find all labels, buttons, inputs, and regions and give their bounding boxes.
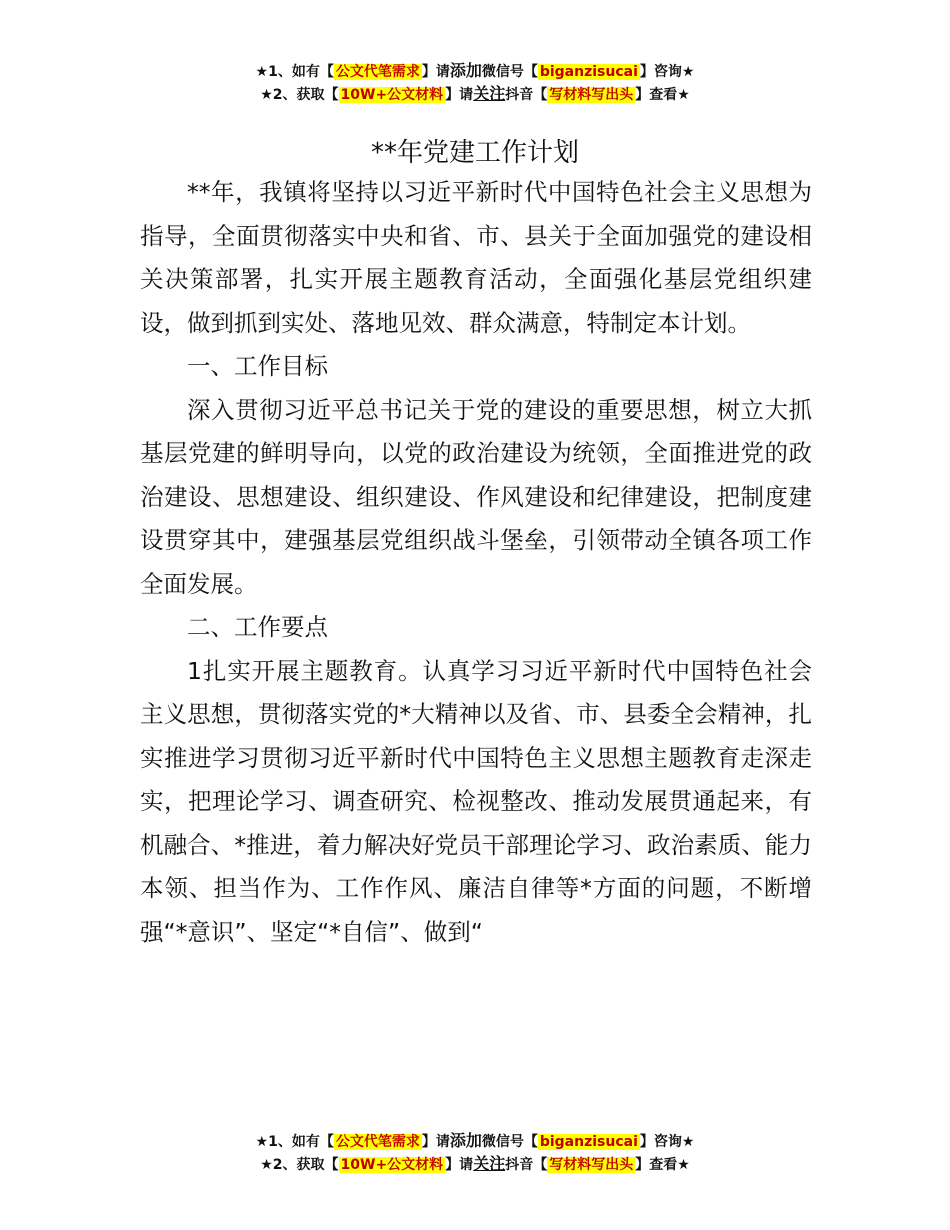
promo-text: 抖音【 xyxy=(505,87,548,103)
header-promo-banner xyxy=(0,60,950,106)
promo-line-2 xyxy=(0,1153,950,1176)
promo-text: ★1、如有【 xyxy=(255,1134,334,1150)
paragraph-goals: 深入贯彻习近平总书记关于党的建设的重要思想，树立大抓基层党建的鲜明导向，以党的政治建设为统领，全面推进党的政治建设、思想建设、组织建设、作风建设和纪律建设，把制度建设贯穿其中，建强基层党组织战斗堡垒，引领带动全镇各项工作全面发展。 xyxy=(140,395,812,598)
promo-line-1 xyxy=(0,60,950,83)
section-heading-goals: 一、工作目标 xyxy=(187,352,328,380)
promo-text: ★2、获取【 xyxy=(260,87,339,103)
promo-line-1 xyxy=(0,1130,950,1153)
promo-text: 】请 xyxy=(445,1157,474,1173)
paragraph-key-point-1: 1扎实开展主题教育。认真学习习近平新时代中国特色社会主义思想，贯彻落实党的*大精神以及省、市、县委全会精神，扎实推进学习贯彻习近平新时代中国特色主义思想主题教育走深走实，把理论学习、调查研究、检视整改、推动发展贯通起来，有机融合、*推进，着力解决好党员干部理论学习、政治素质、能力本领、担当作为、工作作风、廉洁自律等*方面的问题，不断增强“*意识”、坚定“*自信”、做到“ xyxy=(140,656,812,946)
promo-highlight: 10W+公文材料 xyxy=(340,1157,444,1173)
promo-douyin-id: 写材料写出头 xyxy=(549,1157,634,1173)
promo-emphasis: 关注 xyxy=(473,1154,506,1173)
promo-emphasis: 关注 xyxy=(473,84,506,103)
document-body xyxy=(140,171,812,954)
promo-text: 微信号【 xyxy=(481,1134,538,1150)
promo-emphasis: 添加 xyxy=(449,1131,482,1150)
promo-text: 】请 xyxy=(445,87,474,103)
promo-wechat-id: biganzisucai xyxy=(539,64,638,80)
promo-text: 】咨询★ xyxy=(639,64,695,80)
promo-text: 微信号【 xyxy=(481,64,538,80)
footer-promo-banner xyxy=(0,1130,950,1176)
promo-text: 】查看★ xyxy=(635,1157,690,1173)
promo-highlight: 10W+公文材料 xyxy=(340,87,444,103)
promo-text: 】咨询★ xyxy=(639,1134,695,1150)
promo-text: 】请 xyxy=(421,1134,450,1150)
section-heading-key-points: 二、工作要点 xyxy=(187,613,328,641)
document-title: **年党建工作计划 xyxy=(370,138,579,169)
promo-emphasis: 添加 xyxy=(449,61,482,80)
promo-douyin-id: 写材料写出头 xyxy=(549,87,634,103)
promo-highlight: 公文代笔需求 xyxy=(335,1134,420,1150)
paragraph-intro: **年，我镇将坚持以习近平新时代中国特色社会主义思想为指导，全面贯彻落实中央和省、市、县关于全面加强党的建设相关决策部署，扎实开展主题教育活动，全面强化基层党组织建设，做到抓到实处、落地见效、群众满意，特制定本计划。 xyxy=(140,178,812,337)
promo-text: ★2、获取【 xyxy=(260,1157,339,1173)
promo-line-2 xyxy=(0,83,950,106)
promo-text: 】请 xyxy=(421,64,450,80)
promo-highlight: 公文代笔需求 xyxy=(335,64,420,80)
promo-text: ★1、如有【 xyxy=(255,64,334,80)
promo-text: 抖音【 xyxy=(505,1157,548,1173)
promo-wechat-id: biganzisucai xyxy=(539,1134,638,1150)
promo-text: 】查看★ xyxy=(635,87,690,103)
